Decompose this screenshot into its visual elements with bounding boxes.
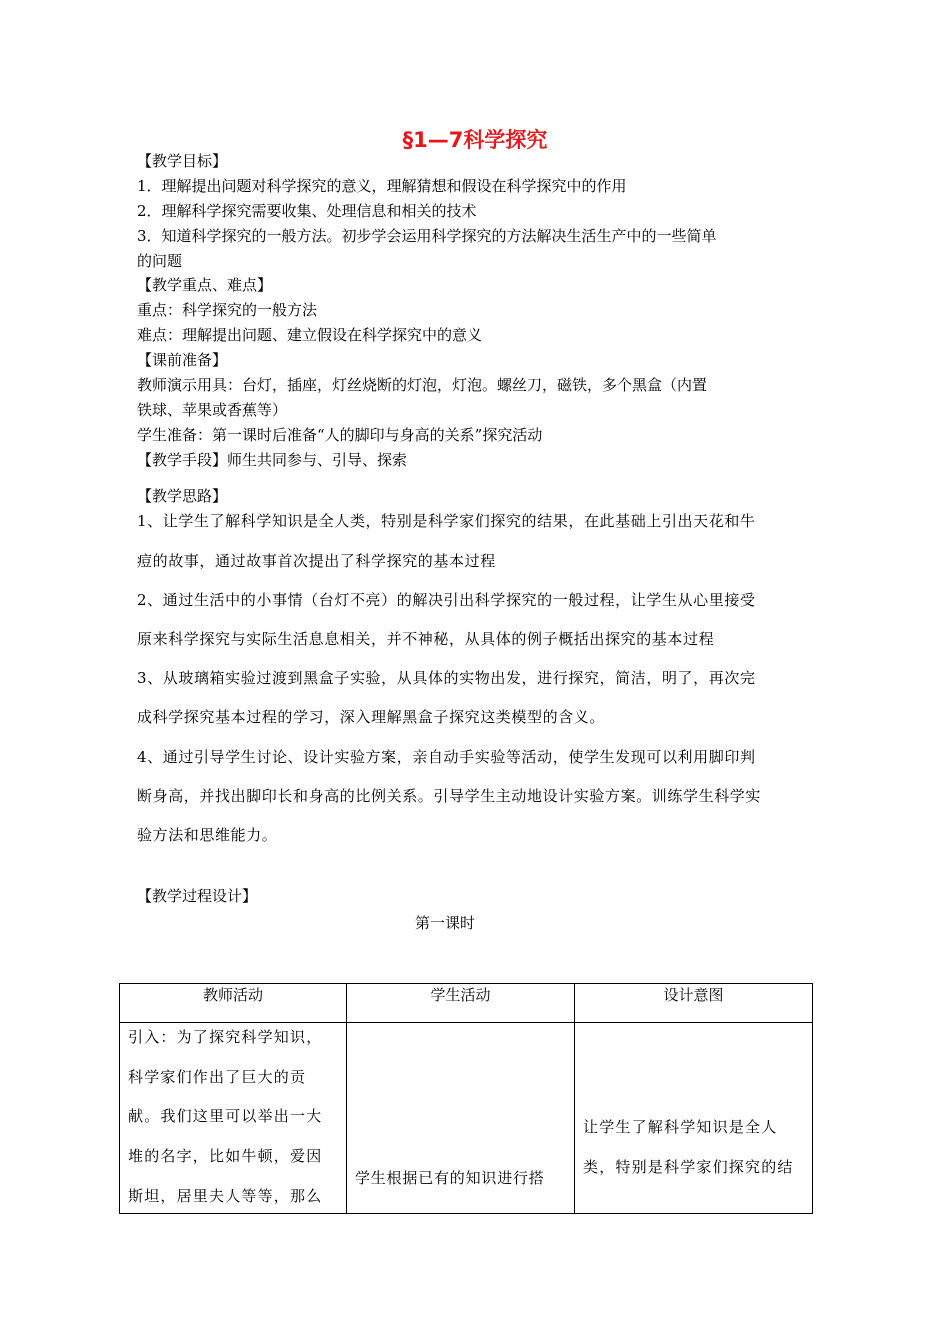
teacher-preparation: 教师演示用具：台灯，插座，灯丝烧断的灯泡，灯泡。螺丝刀，磁铁，多个黑盒（内置 <box>137 376 708 394</box>
teacher-activity-cell <box>120 1023 347 1214</box>
student-preparation: 学生准备：第一课时后准备“人的脚印与身高的关系”探究活动 <box>137 426 543 444</box>
table-header-row <box>120 984 813 1023</box>
approach-line: 3、从玻璃箱实验过渡到黑盒子实验，从具体的实物出发，进行探究，简洁，明了，再次完 <box>137 669 756 687</box>
teacher-activity-line: 斯坦，居里夫人等等，那么 <box>128 1187 323 1205</box>
teacher-activity-line: 堆的名字，比如牛顿，爱因 <box>128 1147 323 1165</box>
table-row <box>120 1023 813 1214</box>
teacher-activity-line: 引入：为了探究科学知识， <box>128 1028 323 1046</box>
process-heading: 【教学过程设计】 <box>137 887 258 905</box>
teacher-activity-line: 科学家们作出了巨大的贡 <box>128 1068 307 1086</box>
teacher-activity-line: 献。我们这里可以举出一大 <box>128 1107 323 1125</box>
design-intent-line: 类，特别是科学家们探究的结 <box>583 1158 794 1176</box>
objective-item: 3．知道科学探究的一般方法。初步学会运用科学探究的方法解决生活生产中的一些简单 <box>137 227 717 245</box>
key-point-difficulty: 难点：理解提出问题、建立假设在科学探究中的意义 <box>137 326 483 344</box>
session-label: 第一课时 <box>414 914 475 932</box>
objectives-heading: 【教学目标】 <box>137 152 228 170</box>
objective-item: 1．理解提出问题对科学探究的意义，理解猜想和假设在科学探究中的作用 <box>137 177 627 195</box>
preparation-heading: 【课前准备】 <box>137 351 228 369</box>
design-intent-cell <box>575 1023 813 1214</box>
approach-heading: 【教学思路】 <box>137 487 228 505</box>
approach-line: 2、通过生活中的小事情（台灯不亮）的解决引出科学探究的一般过程，让学生从心里接受 <box>137 591 756 609</box>
teacher-preparation-continued: 铁球、苹果或香蕉等） <box>137 401 288 419</box>
objective-item: 的问题 <box>137 252 183 270</box>
header-student-activity: 学生活动 <box>347 984 575 1023</box>
student-activity-line: 学生根据已有的知识进行搭 <box>355 1169 545 1187</box>
approach-line: 验方法和思维能力。 <box>137 826 278 844</box>
approach-line: 1、让学生了解科学知识是全人类，特别是科学家们探究的结果，在此基础上引出天花和牛 <box>137 512 756 530</box>
approach-line: 原来科学探究与实际生活息息相关，并不神秘，从具体的例子概括出探究的基本过程 <box>137 630 715 648</box>
key-point-focus: 重点：科学探究的一般方法 <box>137 301 318 319</box>
approach-line: 4、通过引导学生讨论、设计实验方案，亲自动手实验等活动，使学生发现可以利用脚印判 <box>137 748 756 766</box>
student-activity-cell <box>347 1023 575 1214</box>
teaching-means: 【教学手段】师生共同参与、引导、探索 <box>137 451 408 469</box>
approach-line: 痘的故事，通过故事首次提出了科学探究的基本过程 <box>137 552 496 570</box>
lesson-table <box>119 983 813 1214</box>
approach-line: 成科学探究基本过程的学习，深入理解黑盒子探究这类模型的含义。 <box>137 708 606 726</box>
key-points-heading: 【教学重点、难点】 <box>137 276 273 294</box>
header-design-intent: 设计意图 <box>575 984 813 1023</box>
page-title: §1—7科学探究 <box>402 128 548 152</box>
objective-item: 2．理解科学探究需要收集、处理信息和相关的技术 <box>137 202 477 220</box>
design-intent-line: 让学生了解科学知识是全人 <box>583 1118 778 1136</box>
header-teacher-activity: 教师活动 <box>120 984 347 1023</box>
approach-line: 断身高，并找出脚印长和身高的比例关系。引导学生主动地设计实验方案。训练学生科学实 <box>137 787 762 805</box>
